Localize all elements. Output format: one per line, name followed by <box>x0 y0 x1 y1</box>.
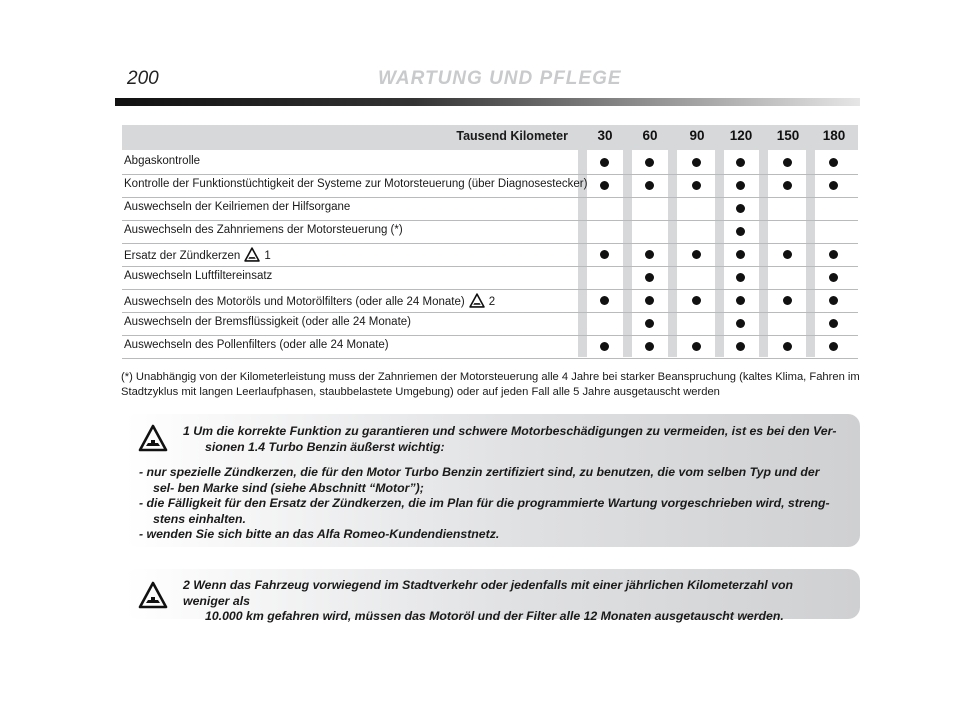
maintenance-dot <box>692 158 701 167</box>
page-title: WARTUNG UND PFLEGE <box>378 68 622 89</box>
row-label <box>124 316 411 328</box>
maintenance-dot <box>600 296 609 305</box>
maintenance-dot <box>829 250 838 259</box>
row-label-text: Auswechseln der Bremsflüssigkeit (oder alle 24 Monate) <box>124 316 411 328</box>
note-box-2 <box>125 569 860 623</box>
maintenance-dot <box>736 204 745 213</box>
maintenance-dot <box>736 342 745 351</box>
note1-bullet: - nur spezielle Zündkerzen, die für den Motor Turbo Benzin zertifiziert sind, zu benutzen, die vom selben Typ und der sel- ben Marke sind (siehe Abschnitt “Motor”); <box>139 465 820 495</box>
row-label-text: Auswechseln des Motoröls und Motorölfilters (oder alle 24 Monate) <box>124 296 465 309</box>
maintenance-dot <box>600 250 609 259</box>
column-header: 120 <box>729 128 753 143</box>
header-rule <box>115 98 860 106</box>
maintenance-dot <box>783 296 792 305</box>
row-label-text: Auswechseln der Keilriemen der Hilfsorgane <box>124 201 351 213</box>
maintenance-dot <box>783 342 792 351</box>
note1-heading-cont: sionen 1.4 Turbo Benzin äußerst wichtig: <box>205 439 445 454</box>
maintenance-dot <box>692 250 701 259</box>
table-row <box>122 220 858 244</box>
row-label-text: Abgaskontrolle <box>124 155 201 167</box>
maintenance-dot <box>829 296 838 305</box>
maintenance-dot <box>736 296 745 305</box>
column-header: 150 <box>776 128 800 143</box>
maintenance-dot <box>736 158 745 167</box>
maintenance-dot <box>783 250 792 259</box>
maintenance-dot <box>783 181 792 190</box>
maintenance-dot <box>783 158 792 167</box>
note1-bullet: - wenden Sie sich bitte an das Alfa Romeo-Kundendienstnetz. <box>139 527 500 541</box>
row-label-text: Ersatz der Zündkerzen <box>124 250 241 263</box>
maintenance-dot <box>600 181 609 190</box>
note1-bullet: - die Fälligkeit für den Ersatz der Zündkerzen, die im Plan für die programmierte Wartung vorgeschrieben wird, streng- stens einhalten. <box>139 496 830 526</box>
maintenance-dot <box>829 181 838 190</box>
row-label-text: Auswechseln des Zahnriemens der Motorsteuerung (*) <box>124 224 403 236</box>
row-label-text: Auswechseln des Pollenfilters (oder alle 24 Monate) <box>124 339 389 351</box>
maintenance-dot <box>692 296 701 305</box>
maintenance-dot <box>736 319 745 328</box>
table-row <box>122 151 858 175</box>
note-reference: 2 <box>488 296 496 309</box>
maintenance-dot <box>829 319 838 328</box>
row-label-text: Auswechseln Luftfiltereinsatz <box>124 270 273 282</box>
row-label <box>124 270 272 282</box>
km-label: Tausend Kilometer <box>456 129 568 143</box>
maintenance-dot <box>645 250 654 259</box>
warning-triangle-icon <box>469 293 485 311</box>
maintenance-dot <box>736 250 745 259</box>
column-header: 60 <box>642 128 658 143</box>
note2-line1: 2 Wenn das Fahrzeug vorwiegend im Stadtverkehr oder jedenfalls mit einer jährlichen Kilometerzahl von weniger als <box>183 578 793 608</box>
note-box-1 <box>125 414 860 547</box>
row-label-text: Kontrolle der Funktionstüchtigkeit der Systeme zur Motorsteuerung (über Diagnosestecker) <box>124 178 588 190</box>
table-row <box>122 312 858 336</box>
maintenance-dot <box>645 342 654 351</box>
row-label <box>124 201 350 213</box>
note2-line2: 10.000 km gefahren wird, müssen das Motoröl und der Filter alle 12 Monaten ausgetauscht werden. <box>205 609 784 623</box>
table-row <box>122 174 858 198</box>
maintenance-dot <box>692 342 701 351</box>
maintenance-dot <box>829 273 838 282</box>
maintenance-dot <box>600 342 609 351</box>
note1-heading: 1 Um die korrekte Funktion zu garantieren und schwere Motorbeschädigungen zu vermeiden, ist es bei den Ver- <box>183 424 837 438</box>
footnote: (*) Unabhängig von der Kilometerleistung muss der Zahnriemen der Motorsteuerung alle 4 Jahre bei starker Beanspruchung (kaltes Klima, Fahren im Stadtzyklus mit langen Leerlaufphasen, staubbelastete Umgebung) oder auf jeden Fall alle 5 Jahre ausgetauscht werden <box>121 371 860 398</box>
maintenance-dot <box>645 273 654 282</box>
table-row <box>122 289 858 313</box>
row-label <box>124 155 200 167</box>
maintenance-dot <box>645 319 654 328</box>
maintenance-dot <box>645 181 654 190</box>
maintenance-dot <box>736 273 745 282</box>
column-header: 180 <box>822 128 846 143</box>
maintenance-dot <box>600 158 609 167</box>
maintenance-dot <box>736 181 745 190</box>
table-row <box>122 266 858 290</box>
maintenance-dot <box>829 158 838 167</box>
row-label <box>124 178 587 190</box>
maintenance-dot <box>645 158 654 167</box>
column-header: 90 <box>689 128 705 143</box>
row-label <box>124 224 403 236</box>
maintenance-dot <box>692 181 701 190</box>
maintenance-dot <box>736 227 745 236</box>
row-label <box>124 293 495 311</box>
table-row <box>122 243 858 267</box>
note-reference: 1 <box>264 250 271 263</box>
maintenance-dot <box>829 342 838 351</box>
table-row <box>122 197 858 221</box>
table-row <box>122 335 858 359</box>
warning-triangle-icon <box>244 247 260 265</box>
row-label <box>124 247 271 265</box>
page-number: 200 <box>127 68 159 89</box>
row-label <box>124 339 389 351</box>
maintenance-dot <box>645 296 654 305</box>
column-header: 30 <box>597 128 613 143</box>
